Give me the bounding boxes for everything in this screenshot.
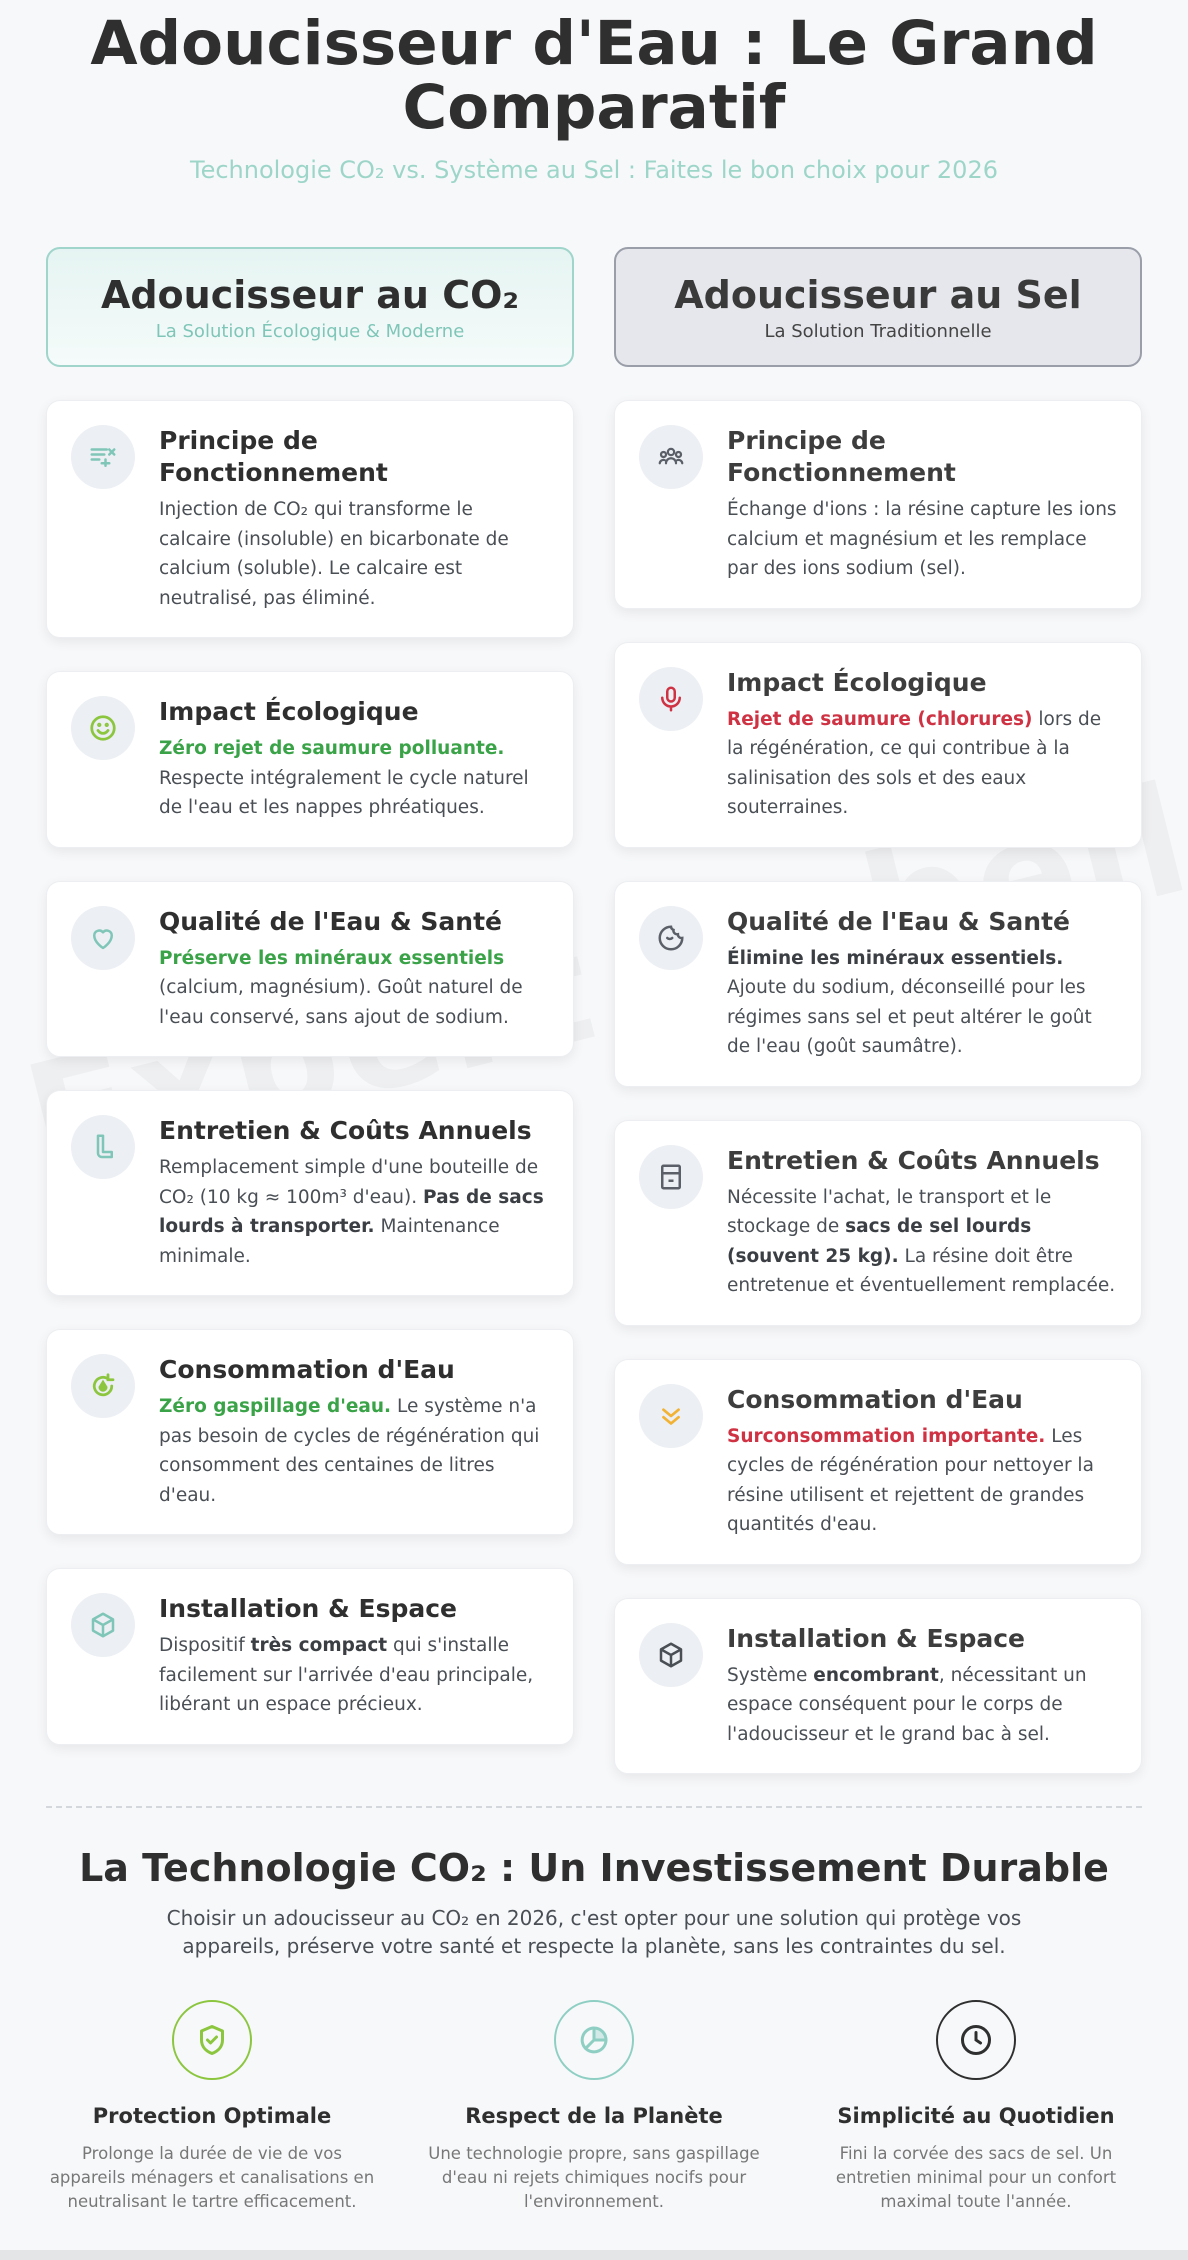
card-title: Principe de Fonctionnement: [159, 426, 388, 487]
sel-column-title: Adoucisseur au Sel: [674, 273, 1082, 317]
card-text-part: Dispositif: [159, 1635, 245, 1656]
feature-title: Protection Optimale: [92, 2104, 332, 2128]
highlight-positive: Zéro rejet de saumure polluante.: [159, 738, 505, 759]
cookie-icon: [639, 906, 703, 970]
sel-card-impact: [614, 642, 1142, 848]
co2-card-consommation: [46, 1329, 574, 1535]
bottle-icon: [71, 1115, 135, 1179]
feature-planete: [424, 2000, 764, 2214]
feature-text: Une technologie propre, sans gaspillage d'eau ni rejets chimiques nocifs pour l'environnement.: [428, 2144, 760, 2211]
card-text: Injection de CO₂ qui transforme le calcaire (insoluble) en bicarbonate de calcium (soluble). Le calcaire est neutralisé, pas éliminé.: [159, 499, 509, 609]
card-text: [159, 944, 549, 1033]
sel-card-entretien: [614, 1120, 1142, 1326]
card-text: [159, 1153, 549, 1271]
highlight-positive: Zéro gaspillage d'eau.: [159, 1396, 392, 1417]
card-text: [727, 1183, 1117, 1301]
sel-card-qualite: [614, 881, 1142, 1087]
feature-protection: [42, 2000, 382, 2214]
card-text: [159, 1392, 549, 1510]
heart-icon: [71, 906, 135, 970]
clock-icon: [936, 2000, 1016, 2080]
page-footer-bar: [0, 2250, 1188, 2260]
card-text-bold: très compact: [250, 1635, 388, 1656]
feature-list: [42, 2000, 1146, 2214]
card-text-bold: encombrant: [813, 1664, 939, 1686]
feature-title: Simplicité au Quotidien: [837, 2104, 1115, 2128]
card-text-rest: Les cycles de régénération pour nettoyer la résine utilisent et rejettent de grandes quantités d'eau.: [727, 1425, 1094, 1535]
card-title: Consommation d'Eau: [159, 1355, 455, 1384]
co2-card-qualite: [46, 881, 574, 1058]
card-text: [159, 1631, 549, 1720]
card-text-part: Système: [727, 1664, 808, 1686]
feature-simplicite: [806, 2000, 1146, 2214]
card-text: [159, 734, 549, 823]
smile-icon: [71, 696, 135, 760]
section-divider: [46, 1806, 1142, 1808]
card-text-part: La résine doit être entretenue et éventuellement remplacée.: [727, 1245, 1116, 1296]
highlight-negative: Surconsommation importante.: [727, 1425, 1046, 1447]
page-subtitle: Technologie CO₂ vs. Système au Sel : Faites le bon choix pour 2026: [189, 156, 998, 184]
recycle-drop-icon: [71, 1354, 135, 1418]
page-header: [0, 0, 1188, 184]
feature-text: Prolonge la durée de vie de vos appareils ménagers et canalisations en neutralisant le tartre efficacement.: [49, 2144, 375, 2211]
cube-icon: [71, 1593, 135, 1657]
globe-leaf-icon: [554, 2000, 634, 2080]
card-text: [727, 944, 1117, 1062]
co2-card-principe: [46, 400, 574, 638]
co2-column: [46, 247, 574, 1807]
card-text: [727, 705, 1117, 823]
co2-card-impact: [46, 671, 574, 848]
sel-card-installation: [614, 1598, 1142, 1775]
card-title: Entretien & Coûts Annuels: [159, 1116, 532, 1145]
sel-column-tagline: La Solution Traditionnelle: [764, 321, 992, 342]
co2-column-title: Adoucisseur au CO₂: [100, 273, 520, 317]
co2-column-header: [46, 247, 574, 367]
sel-column-header: [614, 247, 1142, 367]
co2-column-tagline: La Solution Écologique & Moderne: [155, 321, 465, 342]
conclusion-lead: Choisir un adoucisseur au CO₂ en 2026, c'est opter pour une solution qui protège vos appareils, préserve votre santé et respecte la planète, sans les contraintes du sel.: [166, 1906, 1022, 1958]
card-text: [727, 1422, 1117, 1540]
card-text-rest: lors de la régénération, ce qui contribue à la salinisation des sols et des eaux souterraines.: [727, 708, 1102, 818]
feature-title: Respect de la Planète: [465, 2104, 723, 2128]
shield-check-icon: [172, 2000, 252, 2080]
card-text-part: Remplacement simple d'une bouteille de CO₂ (10 kg ≈ 100m³ d'eau).: [159, 1157, 539, 1208]
conclusion-title: La Technologie CO₂ : Un Investissement Durable: [79, 1846, 1109, 1890]
card-text-rest: Respecte intégralement le cycle naturel de l'eau et les nappes phréatiques.: [159, 767, 529, 818]
comparison-columns: [46, 247, 1142, 1807]
card-title: Qualité de l'Eau & Santé: [159, 906, 502, 936]
card-title: Consommation d'Eau: [727, 1384, 1023, 1414]
card-title: Impact Écologique: [159, 697, 419, 726]
highlight-negative: Rejet de saumure (chlorures): [727, 708, 1033, 730]
card-title: Principe de Fonctionnement: [727, 426, 956, 487]
card-title: Installation & Espace: [727, 1623, 1026, 1653]
card-text: Échange d'ions : la résine capture les ions calcium et magnésium et les remplace par des ions sodium (sel).: [727, 499, 1117, 579]
sel-column: [614, 247, 1142, 1807]
card-text: [727, 1661, 1117, 1750]
card-text-bold: Élimine les minéraux essentiels.: [727, 947, 1064, 969]
filter-lines-icon: [71, 425, 135, 489]
card-text-part: , nécessitant un espace conséquent pour le corps de l'adoucisseur et le grand bac à sel.: [727, 1664, 1087, 1745]
sel-card-consommation: [614, 1359, 1142, 1565]
card-title: Entretien & Coûts Annuels: [727, 1145, 1100, 1175]
page-title: Adoucisseur d'Eau : Le Grand Comparatif: [90, 8, 1098, 143]
card-title: Installation & Espace: [159, 1594, 458, 1623]
card-text-part: Nécessite l'achat, le transport et le stockage de: [727, 1186, 1052, 1237]
co2-card-entretien: [46, 1090, 574, 1296]
card-text-part: qui s'installe facilement sur l'arrivée d'eau principale, libérant un espace précieux.: [159, 1635, 534, 1715]
feature-text: Fini la corvée des sacs de sel. Un entretien minimal pour un confort maximal toute l'année.: [835, 2144, 1117, 2211]
sel-card-principe: [614, 400, 1142, 609]
card-text-bold: Pas de sacs lourds à transporter.: [159, 1186, 544, 1237]
card-title: Impact Écologique: [727, 667, 987, 697]
storage-box-icon: [639, 1145, 703, 1209]
card-text-rest: Ajoute du sodium, déconseillé pour les régimes sans sel et peut altérer le goût de l'eau (goût saumâtre).: [727, 977, 1092, 1057]
box-icon: [639, 1623, 703, 1687]
card-text-bold: sacs de sel lourds (souvent 25 kg).: [727, 1216, 1032, 1267]
card-text-rest: Le système n'a pas besoin de cycles de régénération qui consomment des centaines de litres d'eau.: [159, 1396, 540, 1506]
card-text-part: Maintenance minimale.: [159, 1216, 500, 1267]
co2-card-installation: [46, 1568, 574, 1745]
conclusion-section: [0, 1846, 1188, 2214]
card-text-rest: (calcium, magnésium). Goût naturel de l'eau conservé, sans ajout de sodium.: [159, 977, 523, 1028]
microphone-icon: [639, 667, 703, 731]
double-chevron-down-icon: [639, 1384, 703, 1448]
card-title: Qualité de l'Eau & Santé: [727, 906, 1070, 936]
highlight-positive: Préserve les minéraux essentiels: [159, 947, 505, 969]
ions-group-icon: [639, 425, 703, 489]
